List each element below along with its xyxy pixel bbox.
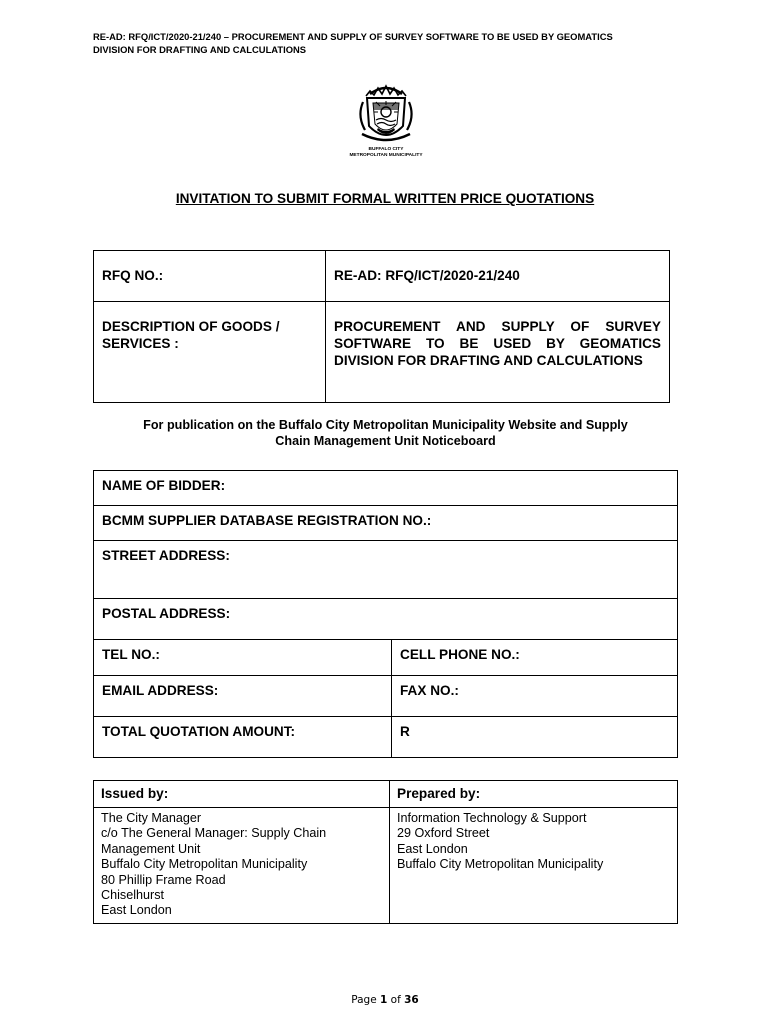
publication-notice <box>93 417 678 449</box>
logo-line-1: BUFFALO CITY <box>368 147 404 152</box>
registration-row <box>94 506 678 541</box>
tel-no-field[interactable]: TEL NO.: <box>94 640 392 676</box>
header-line-2: DIVISION FOR DRAFTING AND CALCULATIONS <box>93 44 307 55</box>
description-label-line-1: DESCRIPTION OF GOODS / <box>102 319 280 334</box>
issued-line: Management Unit <box>101 841 201 856</box>
rfq-number-value: RE-AD: RFQ/ICT/2020-21/240 <box>326 251 670 302</box>
prepared-line: 29 Oxford Street <box>397 826 490 841</box>
description-label-line-2: SERVICES : <box>102 336 179 351</box>
page-title: INVITATION TO SUBMIT FORMAL WRITTEN PRICE QUOTATIONS <box>175 191 595 206</box>
issued-line: Chiselhurst <box>101 888 164 903</box>
postal-address-field[interactable]: POSTAL ADDRESS: <box>94 599 678 640</box>
postal-address-row <box>94 599 678 640</box>
publication-line-1: For publication on the Buffalo City Metropolitan Municipality Website and Supply <box>143 418 628 432</box>
issued-by-address <box>94 808 390 924</box>
issued-prepared-table <box>93 780 678 924</box>
registration-number-field[interactable]: BCMM SUPPLIER DATABASE REGISTRATION NO.: <box>94 506 678 541</box>
rfq-details-table <box>93 250 670 403</box>
fax-no-field[interactable]: FAX NO.: <box>392 676 678 717</box>
street-address-row <box>94 541 678 599</box>
rfq-number-label: RFQ NO.: <box>94 251 326 302</box>
prepared-by-address <box>390 808 678 924</box>
header-line-1: RE-AD: RFQ/ICT/2020-21/240 – PROCUREMENT AND SUPPLY OF SURVEY SOFTWARE TO BE USED BY GEOMATICS <box>93 31 613 42</box>
description-value: PROCUREMENT AND SUPPLY OF SURVEY SOFTWARE TO BE USED BY GEOMATICS DIVISION FOR DRAFTING AND CALCULATIONS <box>326 302 670 403</box>
bidder-details-form <box>93 470 678 758</box>
description-label <box>94 302 326 403</box>
of-word: of <box>390 994 401 1006</box>
cell-phone-field[interactable]: CELL PHONE NO.: <box>392 640 678 676</box>
prepared-line: East London <box>397 841 468 856</box>
prepared-line: Information Technology & Support <box>397 811 587 825</box>
current-page: 1 <box>380 994 388 1006</box>
municipality-crest-icon <box>340 82 432 150</box>
email-fax-row <box>94 676 678 717</box>
bidder-name-row <box>94 471 678 506</box>
page-number <box>0 994 770 1006</box>
phone-row <box>94 640 678 676</box>
street-address-field[interactable]: STREET ADDRESS: <box>94 541 678 599</box>
prepared-line: Buffalo City Metropolitan Municipality <box>397 857 604 872</box>
issued-by-heading: Issued by: <box>94 781 390 808</box>
issued-body-row <box>94 808 678 924</box>
municipality-logo <box>340 82 432 164</box>
document-header <box>93 30 683 56</box>
rfq-number-row <box>94 251 670 302</box>
total-amount-row <box>94 717 678 758</box>
issued-line: East London <box>101 903 172 918</box>
total-quotation-label: TOTAL QUOTATION AMOUNT: <box>94 717 392 758</box>
bidder-name-field[interactable]: NAME OF BIDDER: <box>94 471 678 506</box>
description-row <box>94 302 670 403</box>
issued-line: Buffalo City Metropolitan Municipality <box>101 857 308 872</box>
logo-line-2: METROPOLITAN MUNICIPALITY <box>349 153 423 158</box>
page-word: Page <box>351 994 377 1006</box>
publication-line-2: Chain Management Unit Noticeboard <box>275 434 496 448</box>
email-address-field[interactable]: EMAIL ADDRESS: <box>94 676 392 717</box>
issued-line: 80 Phillip Frame Road <box>101 872 226 887</box>
issued-header-row <box>94 781 678 808</box>
issued-line: The City Manager <box>101 811 202 825</box>
prepared-by-heading: Prepared by: <box>390 781 678 808</box>
total-quotation-amount-field[interactable]: R <box>392 717 678 758</box>
issued-line: c/o The General Manager: Supply Chain <box>101 826 327 841</box>
total-pages: 36 <box>404 994 419 1006</box>
